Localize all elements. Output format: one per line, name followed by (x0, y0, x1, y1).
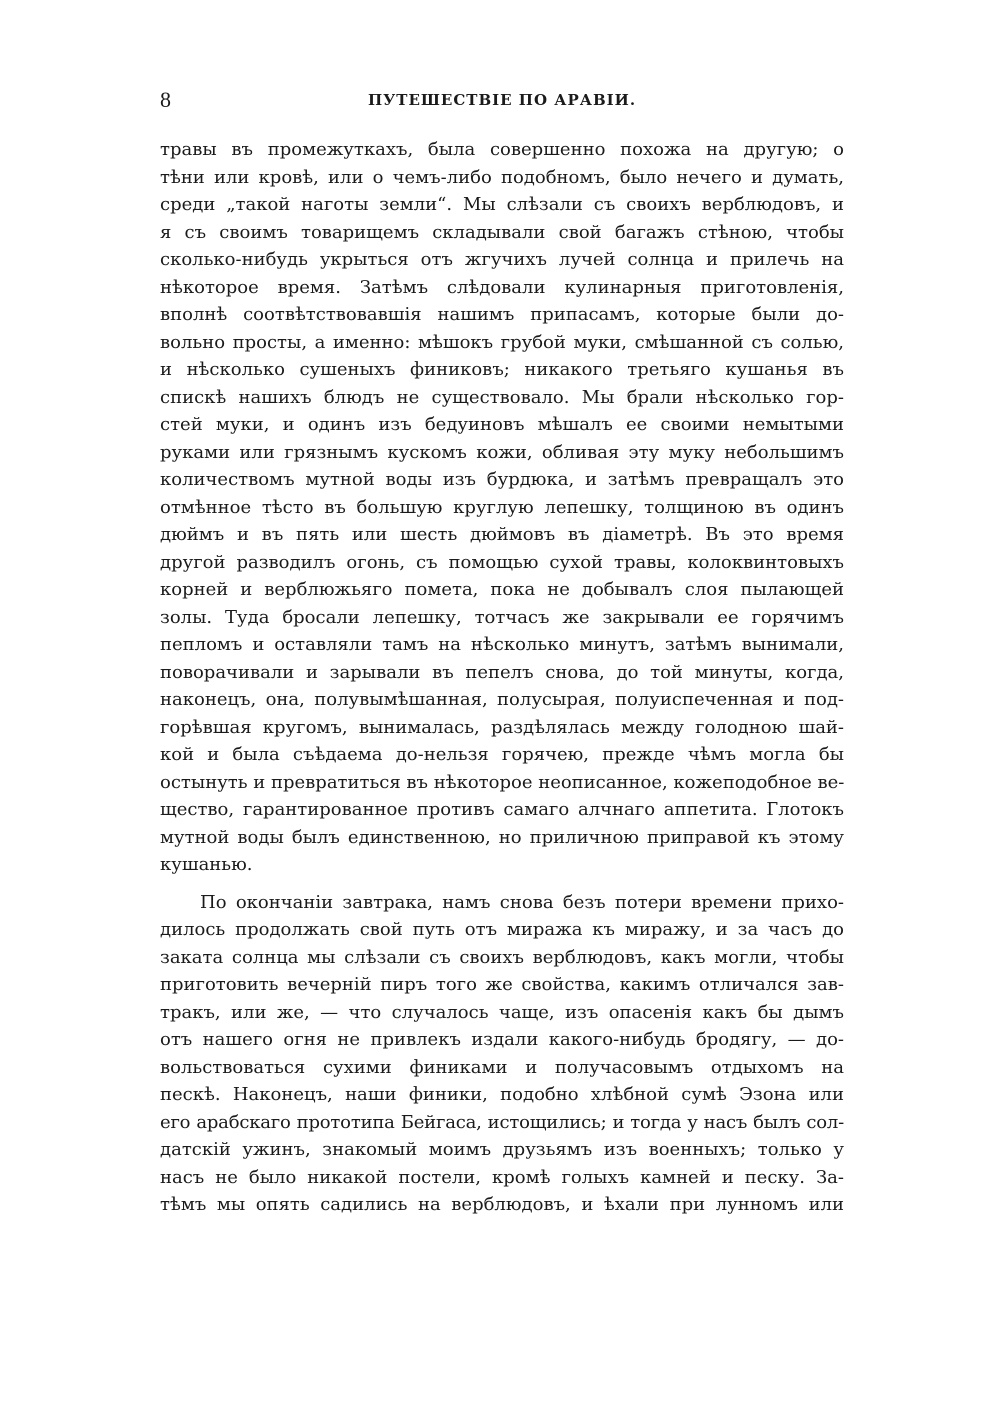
text-line: стей муки, и одинъ изъ бедуиновъ мѣшалъ ее своими немытыми (160, 414, 844, 435)
text-line: По окончаніи завтрака, намъ снова безъ потери времени прихо- (200, 891, 844, 913)
body-text (160, 136, 844, 1219)
text-line: вольствоваться сухими финиками и получасовымъ отдыхомъ на (160, 1056, 844, 1078)
text-line: дилось продолжать свой путь отъ миража къ миражу, и за часъ до (160, 919, 844, 940)
text-line: поворачивали и зарывали въ пепелъ снова, до той минуты, когда, (160, 661, 844, 683)
page-header (160, 86, 844, 116)
text-line: вольно просты, а именно: мѣшокъ грубой муки, смѣшанной съ солью, (160, 331, 844, 353)
text-line: корней и верблюжьяго помета, пока не добывалъ слоя пылающей (160, 579, 844, 600)
text-line: горѣвшая кругомъ, вынималась, раздѣлялась между голодною шай- (160, 716, 844, 738)
text-line: среди „такой наготы земли“. Мы слѣзали съ своихъ верблюдовъ, и (160, 194, 844, 215)
text-line: отмѣнное тѣсто въ большую круглую лепешку, толщиною въ одинъ (160, 496, 844, 518)
paragraph-1 (160, 136, 844, 879)
text-line: пескѣ. Наконецъ, наши финики, подобно хлѣбной сумѣ Эзона или (160, 1084, 844, 1105)
text-line: тѣни или кровѣ, или о чемъ-либо подобномъ, было нечего и думать, (160, 166, 844, 188)
text-line: мутной воды былъ единственною, но приличною приправой къ этому (160, 826, 844, 848)
text-line: заката солнца мы слѣзали съ своихъ верблюдовъ, какъ могли, чтобы (160, 946, 844, 968)
text-line: тѣмъ мы опять садились на верблюдовъ, и ѣхали при лунномъ или (160, 1194, 844, 1215)
page-number: 8 (160, 87, 171, 112)
text-line: дюймъ и въ пять или шесть дюймовъ въ діаметрѣ. Въ это время (160, 524, 844, 545)
text-line: я съ своимъ товарищемъ складывали свой багажъ стѣною, чтобы (160, 221, 844, 243)
text-line: сколько-нибудь укрыться отъ жгучихъ лучей солнца и прилечь на (160, 249, 844, 270)
text-line: спискѣ нашихъ блюдъ не существовало. Мы брали нѣсколько гор- (160, 386, 844, 408)
text-line: отъ нашего огня не привлекъ издали какого-нибудь бродягу, — до- (160, 1029, 844, 1050)
text-line: остынуть и превратиться въ нѣкоторое неописанное, кожеподобное ве- (160, 771, 844, 793)
text-line: тракъ, или же, — что случалось чаще, изъ опасенія какъ бы дымъ (160, 1001, 844, 1023)
text-line: вполнѣ соотвѣтствовавшія нашимъ припасамъ, которые были до- (160, 304, 844, 325)
text-line: щество, гарантированное противъ самаго алчнаго аппетита. Глотокъ (160, 799, 844, 820)
text-line: кой и была съѣдаема до-нельзя горячею, прежде чѣмъ могла бы (160, 744, 844, 765)
text-line: его арабскаго прототипа Бейгаса, истощились; и тогда у насъ былъ сол- (160, 1111, 844, 1133)
running-title: ПУТЕШЕСТВІЕ ПО АРАВІИ. (367, 91, 637, 109)
paragraph-gap (160, 879, 844, 889)
text-line: приготовить вечерній пиръ того же свойства, какимъ отличался зав- (160, 974, 844, 995)
text-line: другой разводилъ огонь, съ помощью сухой травы, колоквинтовыхъ (160, 551, 844, 573)
paragraph-2 (160, 889, 844, 1219)
text-line: датскій ужинъ, знакомый моимъ друзьямъ изъ военныхъ; только у (160, 1139, 844, 1160)
text-line: количествомъ мутной воды изъ бурдюка, и затѣмъ превращалъ это (160, 469, 844, 490)
text-line: нѣкоторое время. Затѣмъ слѣдовали кулинарныя приготовленія, (160, 276, 844, 298)
text-line: наконецъ, она, полувымѣшанная, полусырая, полуиспеченная и под- (160, 689, 844, 710)
text-line: насъ не было никакой постели, кромѣ голыхъ камней и песку. За- (160, 1166, 844, 1188)
text-line: и нѣсколько сушеныхъ финиковъ; никакого третьяго кушанья въ (160, 359, 844, 380)
text-line: кушанью. (160, 854, 253, 875)
text-line: пепломъ и оставляли тамъ на нѣсколько минутъ, затѣмъ вынимали, (160, 634, 844, 655)
text-line: травы въ промежуткахъ, была совершенно похожа на другую; о (160, 139, 844, 160)
text-line: руками или грязнымъ кускомъ кожи, обливая эту муку небольшимъ (160, 441, 844, 463)
text-line: золы. Туда бросали лепешку, тотчасъ же закрывали ее горячимъ (160, 606, 844, 628)
